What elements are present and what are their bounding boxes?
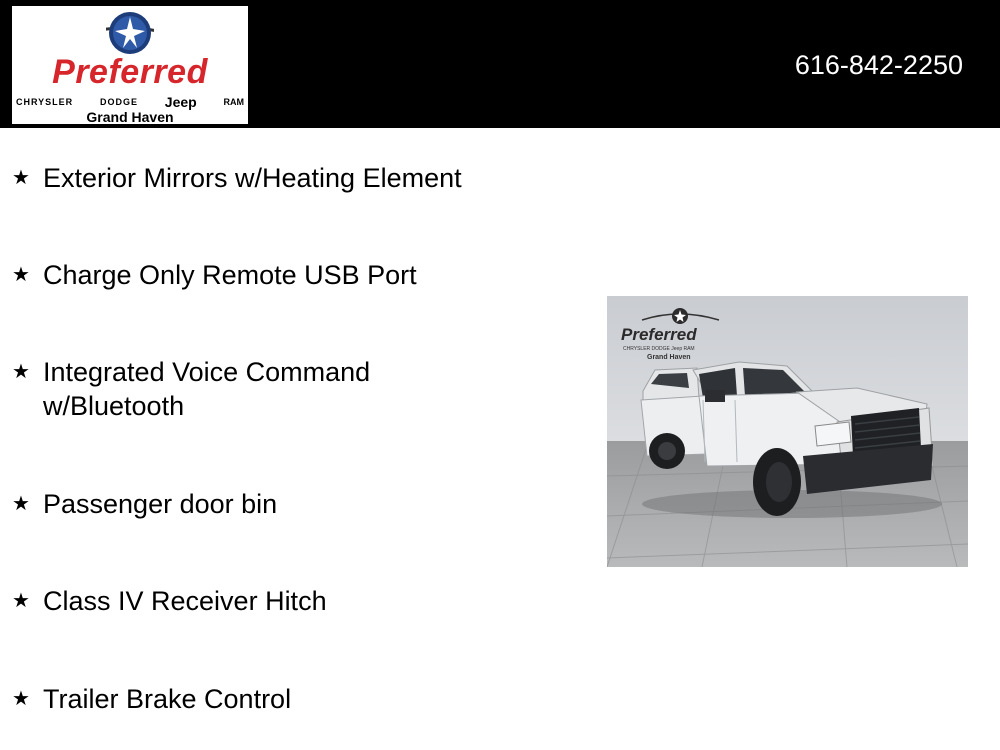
phone-number[interactable]: 616-842-2250 [794,50,963,80]
vehicle-photo-image [607,296,968,567]
brand-chrysler: CHRYSLER [16,97,74,107]
feature-text: Charge Only Remote USB Port [43,260,417,290]
star-icon: ★ [12,688,30,710]
star-icon: ★ [12,264,30,286]
feature-item [12,258,572,292]
feature-text: Exterior Mirrors w/Heating Element [43,163,462,193]
feature-text: Class IV Receiver Hitch [43,586,327,616]
feature-text: Trailer Brake Control [43,684,292,714]
star-icon: ★ [12,167,30,189]
feature-item [12,487,572,521]
logo-location: Grand Haven [86,109,174,124]
feature-item [12,355,572,423]
brand-ram: RAM [223,97,244,107]
star-icon: ★ [12,590,30,612]
vehicle-photo[interactable] [607,296,968,567]
brand-dodge: DODGE [99,97,138,107]
feature-item [12,161,572,195]
feature-text: Integrated Voice Command w/Bluetooth [43,357,371,421]
feature-item [12,584,572,618]
backdrop-location: Grand Haven [647,354,691,361]
feature-text: Passenger door bin [43,489,278,519]
star-icon: ★ [12,361,30,383]
backdrop-wordmark: Preferred [621,325,697,344]
star-icon: ★ [12,493,30,515]
backdrop-brands: CHRYSLER DODGE Jeep RAM [623,346,695,352]
logo-wordmark: Preferred [52,53,208,91]
brand-jeep: Jeep [164,94,197,110]
feature-item [12,682,572,716]
